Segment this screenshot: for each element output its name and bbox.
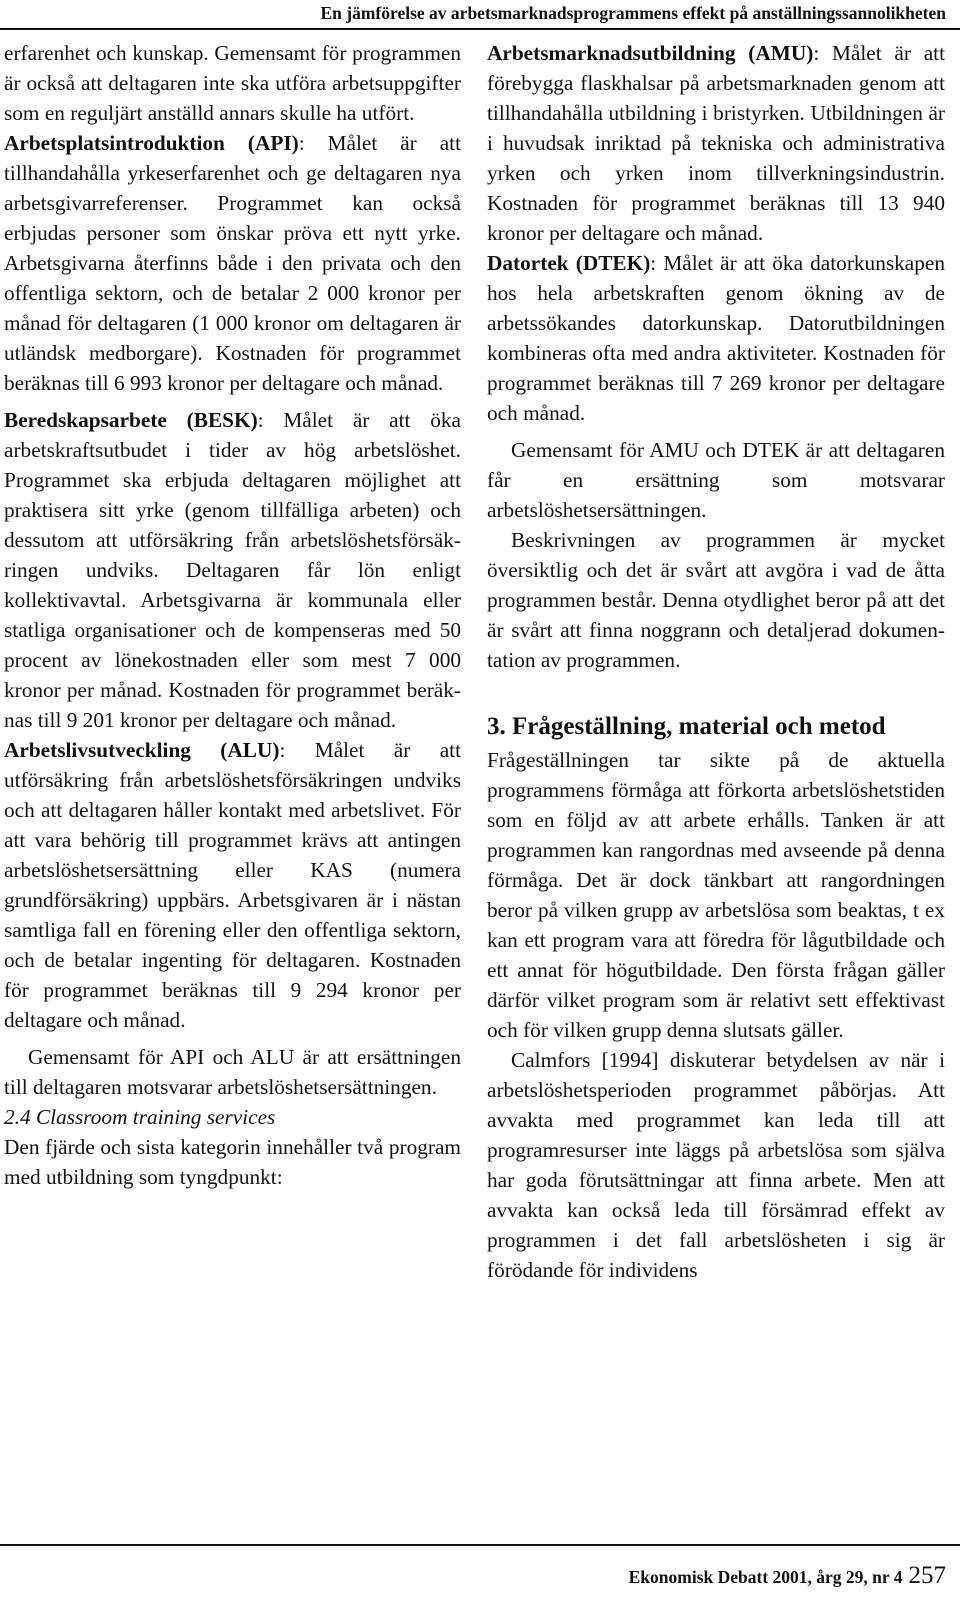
term-api: Arbetsplatsintroduktion (API) <box>4 131 299 155</box>
paragraph-text: Den fjärde och sista kategorin innehåller två program med utbildning som tyngdpunkt: <box>4 1135 461 1189</box>
term-amu: Arbetsmarknadsutbildning (AMU) <box>487 41 814 65</box>
paragraph-text: Frågeställningen tar sikte på de aktuella programmens förmåga att förkorta arbetslöshetstiden som en följd av att arbete erhålls. Tanken är att programmen kan rangordnas med avseende på denna förmåga. Det är dock tänkbart att rangordningen beror på vilken grupp av arbetslösa som beaktas, t ex kan ett program vara att föredra för lågutbildade och ett annat för högutbildade. Den första frågan gäller därför vilket program som är relativt sett effektivast och för vilken grupp denna slutsats gäller. <box>487 748 945 1042</box>
footer <box>629 1561 946 1594</box>
paragraph <box>487 435 945 525</box>
term-alu: Arbetslivsutveckling (ALU) <box>4 738 280 762</box>
paragraph <box>487 525 945 675</box>
journal-citation: Ekonomisk Debatt 2001, årg 29, nr 4 <box>628 1567 903 1587</box>
footer-rule <box>0 1544 960 1546</box>
section-title: 3. Frågeställning, material och metod <box>487 713 886 740</box>
paragraph-text: : Målet är att öka arbetskraftsutbudet i tider av hög arbetslöshet. Programmet ska erbjuda deltagaren möjlighet att praktisera sitt yrke (genom tillfälliga arbeten) och dessutom att utförsäkring från arbetslöshetsförsäkringen undviks. Deltagaren får lön enligt kollektivavtal. Arbetsgivarna är kommunala eller statliga organisationer och de kompenseras med 50 procent av lönekostnaden eller som mest 7 000 kronor per månad. Kostnaden för programmet beräknas till 9 201 kronor per deltagare och månad. <box>4 408 461 732</box>
paragraph-text: Beskrivningen av programmen är mycket översiktlig och det är svårt att avgöra i vad de åtta programmen består. Denna otydlighet beror på att det är svårt att finna noggrann och detaljerad dokumentation av programmen. <box>487 528 945 672</box>
paragraph-text: : Målet är att förebygga flaskhalsar på arbetsmarknaden genom att tillhandahålla utbildning i bristyrken. Utbildningen är i huvudsak inriktad på tekniska och administrativa yrken och yrken inom tillverkningsindustrin. Kostnaden för programmet beräknas till 13 940 kronor per deltagare och månad. <box>487 41 945 245</box>
paragraph-besk <box>4 405 461 735</box>
header-rule <box>0 28 960 30</box>
paragraph-text: : Målet är att tillhandahålla yrkeserfarenhet och ge deltagaren nya arbetsgivarreferenser. Programmet kan också erbjudas personer som önskar pröva ett nytt yrke. Arbetsgivarna återfinns både i den privata och den offentliga sektorn, och de betalar 2 000 kronor per månad för deltagaren (1 000 kronor om deltagaren är utländsk medborgare). Kostnaden för programmet beräknas till 6 993 kronor per deltagare och månad. <box>4 131 461 395</box>
term-dtek: Datortek (DTEK) <box>487 251 651 275</box>
paragraph <box>4 38 461 128</box>
paragraph <box>487 745 945 1045</box>
paragraph-text: Calmfors [1994] diskuterar betydelsen av när i arbetslöshetsperioden programmet påbörjas. Att avvakta med programmet kan leda till att programresurser inte läggs på arbetslösa som själva har goda förutsättningar att finna arbete. Men att avvakta kan också leda till försämrad effekt av programmen i det fall arbetslösheten i sig är förödande för individens <box>487 1048 945 1282</box>
right-column <box>487 38 945 1285</box>
left-column <box>4 38 461 1192</box>
paragraph-text: Gemensamt för API och ALU är att ersättningen till deltagaren motsvarar arbetslöshetsersättningen. <box>4 1045 461 1099</box>
paragraph-api <box>4 128 461 398</box>
paragraph-dtek <box>487 248 945 428</box>
paragraph-text: : Målet är att utförsäkring från arbetslöshetsförsäkringen undviks och att deltagaren håller kontakt med arbetslivet. För att vara behörig till programmet krävs att antingen arbetslöshetsersättning eller KAS (numera grundförsäkring) uppbärs. Arbetsgivaren är i nästan samtliga fall en förening eller den offentliga sektorn, och de betalar ingenting för deltagaren. Kostnaden för programmet beräknas till 9 294 kronor per deltagare och månad. <box>4 738 461 1032</box>
paragraph <box>4 1132 461 1192</box>
paragraph-text: : Målet är att öka datorkunskapen hos hela arbetskraften genom ökning av de arbetssökandes datorkunskap. Datorutbildningen kombineras ofta med andra aktiviteter. Kostnaden för programmet beräknas till 7 269 kronor per deltagare och månad. <box>487 251 945 425</box>
paragraph-alu <box>4 735 461 1035</box>
subsection-title: 2.4 Classroom training services <box>4 1105 276 1129</box>
paragraph-text: erfarenhet och kunskap. Gemensamt för programmen är också att deltagaren inte ska utföra arbetsuppgifter som en reguljärt anställd annars skulle ha utfört. <box>4 41 461 125</box>
paragraph-text: Gemensamt för AMU och DTEK är att deltagaren får en ersättning som motsvarar arbetslöshetsersättningen. <box>487 438 945 522</box>
paragraph <box>487 1045 945 1285</box>
paragraph <box>4 1042 461 1102</box>
term-besk: Beredskapsarbete (BESK) <box>4 408 258 432</box>
page-number: 257 <box>908 1562 946 1589</box>
running-head: En jämförelse av arbetsmarknadsprogrammens effekt på anställningssannolikheten <box>320 3 946 23</box>
paragraph-amu <box>487 38 945 248</box>
